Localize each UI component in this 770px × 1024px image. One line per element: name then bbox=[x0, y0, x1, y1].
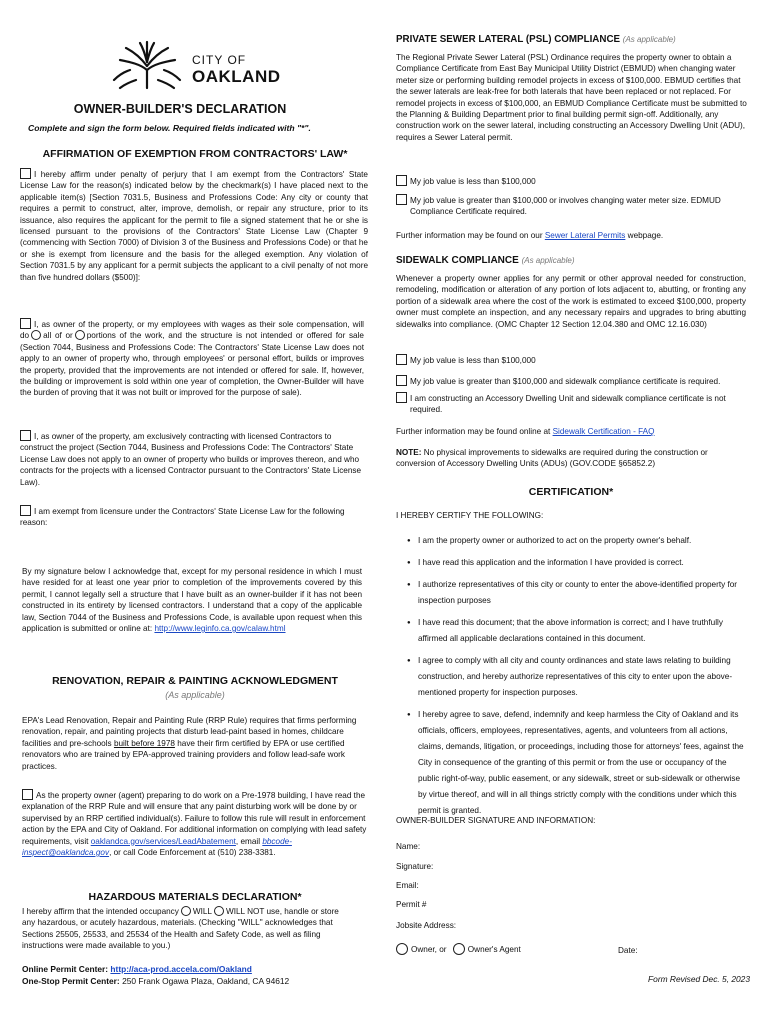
lead-abatement-link[interactable]: oaklandca.gov/services/LeadAbatement bbox=[90, 836, 236, 846]
signature-acknowledgment bbox=[22, 566, 362, 634]
affirmation-text: I hereby affirm under penalty of perjury that I am exempt from the Contractors' State License Law for the reason(s) indicated below by the checkmark(s) I have placed next to the applicable item(s) [Section 7031.5, Business and Professions Code: Any city or county that requires a permit to construct, alter, improve, demolish, or repair any structure, prior to its issuance, also requires the applicant for the permit to file a signed statement that he or she is licensed pursuant to the provisions of the Contractors' State License Law (Chapter 9 (commencing with Section 7000) of Division 3 of the Business and Professions Code) or that he or she is exempt from licensure and the basis for the alleged exemption. Any violation of Section 7031.5 by any applicant for a permit subjects the applicant to a civil penalty of not more than five hundred dollars ($500)]: bbox=[20, 170, 368, 282]
will-not-radio[interactable] bbox=[214, 906, 224, 916]
name-field[interactable] bbox=[430, 838, 750, 852]
all-of-radio[interactable] bbox=[31, 330, 41, 340]
online-permit-center bbox=[22, 964, 362, 975]
form-revised: Form Revised Dec. 5, 2023 bbox=[648, 974, 750, 984]
jobsite-label: Jobsite Address: bbox=[396, 921, 457, 930]
sidewalk-option-2-label: My job value is greater than $100,000 and sidewalk compliance certificate is required. bbox=[410, 377, 721, 386]
psl-option-1-checkbox[interactable] bbox=[396, 175, 407, 186]
sidewalk-text: Whenever a property owner applies for any permit or other approval needed for construction, remodeling, modification or alteration of any portion of lots adjacent to, abutting, or fronting any portion of a sidewalk area where the cost of the work is estimated to exceed $100,000, property owner must complete an inspection, and any necessary repairs and upgrades to bring abutting sidewalks into compliance. (OMC Chapter 12 Section 12.04.380 and OMC 12.16.030) bbox=[396, 274, 746, 329]
owner-contracting-block bbox=[20, 430, 366, 488]
agent-checkbox[interactable] bbox=[22, 789, 33, 800]
owners-agent-label: Owner's Agent bbox=[467, 945, 521, 954]
sidewalk-option-1-checkbox[interactable] bbox=[396, 354, 407, 365]
date-label: Date: bbox=[618, 946, 638, 955]
certification-list bbox=[396, 533, 748, 819]
rrp-text-a: EPA's Lead Renovation, Repair and Painting Rule (RRP Rule) requires that firms performing renovation, repair, and painting projects that disturb lead-paint based in homes, childcare facilities and pre-schools bbox=[22, 716, 357, 748]
owner-builder-block bbox=[20, 318, 364, 399]
rrp-text-underlined: built before 1978 bbox=[113, 738, 175, 748]
psl-more-text-b: webpage. bbox=[627, 231, 664, 240]
leginfo-link[interactable]: http://www.leginfo.ca.gov/calaw.html bbox=[154, 624, 286, 634]
certification-item: ● I authorize representatives of this city or county to enter the above-identified property for inspection purposes bbox=[418, 577, 748, 609]
owner-contracting-checkbox[interactable] bbox=[20, 430, 31, 441]
sidewalk-note-text: No physical improvements to sidewalks are required during the construction or conversion of Accessory Dwelling Units (ADUs) (GOV.CODE §65852.2) bbox=[396, 448, 708, 469]
psl-option-2-label: My job value is greater than $100,000 or involves changing water meter size. EDMUD Compliance Certificate required. bbox=[410, 196, 721, 217]
owner-label: Owner, or bbox=[411, 945, 447, 954]
psl-more-info bbox=[396, 230, 752, 241]
sidewalk-option-2 bbox=[396, 375, 752, 387]
psl-heading-text: PRIVATE SEWER LATERAL (PSL) COMPLIANCE bbox=[396, 34, 621, 45]
agent-block bbox=[22, 789, 368, 858]
sidewalk-more-text: Further information may be found online at bbox=[396, 427, 551, 436]
sidewalk-option-1-label: My job value is less than $100,000 bbox=[410, 356, 536, 365]
sidewalk-note-label: NOTE: bbox=[396, 448, 422, 457]
permit-field[interactable] bbox=[436, 896, 750, 910]
psl-option-1 bbox=[396, 175, 752, 187]
rrp-heading: RENOVATION, REPAIR & PAINTING ACKNOWLEDGMENT bbox=[52, 675, 338, 687]
name-label: Name: bbox=[396, 842, 421, 851]
form-subtitle: Complete and sign the form below. Required fields indicated with "*". bbox=[28, 123, 311, 133]
one-stop-address: 250 Frank Ogawa Plaza, Oakland, CA 94612 bbox=[122, 976, 290, 986]
certification-item: ● I hereby agree to save, defend, indemnify and keep harmless the City of Oakland and its officials, officers, employees, representatives, agents, and volunteers from all actions, claims, demands, litigation, or proceedings, including those for attorneys' fees, against the City in consequence of the granting of this permit or from the use or occupancy of the public right-of-way, public easement, or any sidewalk, street or sub-sidewalk or otherwise by virtue thereof, and will in all things strictly comply with the conditions under which this permit is granted. bbox=[418, 707, 748, 819]
agent-text-end: , or call Code Enforcement at (510) 238-3381. bbox=[109, 848, 276, 858]
certification-heading: CERTIFICATION* bbox=[528, 486, 614, 498]
rrp-text-b: have their firm certified by EPA or use certified renovators who are trained by EPA-approved training providers and follow lead-safe work practices. bbox=[22, 738, 345, 771]
psl-subheading: (As applicable) bbox=[622, 35, 676, 44]
email-field[interactable] bbox=[426, 877, 750, 891]
signature-acknowledgment-text: By my signature below I acknowledge that, except for my personal residence in which I must have resided for at least one year prior to completion of the improvements covered by this permit, I cannot legally sell a structure that I have built as an owner-builder if it has not been constructed in its entirety by licensed contractors. I understand that a copy of the applicable law, Section 7044 of the Business and Professions Code, is available upon request when this application is submitted or online at: bbox=[22, 567, 362, 634]
agent-text-mid: , email bbox=[235, 836, 261, 846]
sidewalk-heading bbox=[396, 255, 752, 266]
agent-text: As the property owner (agent) preparing to do work on a Pre-1978 building, I have read the explanation of the RRP Rule and will ensure that any paint disturbing work will be done by or supervised by an RRP certified individual(s). Failure to follow this rule will result in enforcement action by the EPA and City of Oakland. For additional information on complying with lead safety requirements, visit bbox=[22, 791, 367, 846]
hazardous-text-b: WILL NOT use, handle or store any hazardous, or acutely hazardous, materials. (Checking "WILL" acknowledges that Sections 25505, 25533, and 25534 of the Health and Safety Code, as well as filing instructions were made available to you.) bbox=[22, 907, 339, 951]
exempt-other-checkbox[interactable] bbox=[20, 505, 31, 516]
signature-label: Signature: bbox=[396, 862, 434, 871]
sidewalk-subheading: (As applicable) bbox=[521, 256, 575, 265]
one-stop-center bbox=[22, 976, 362, 987]
rrp-subheading: (As applicable) bbox=[165, 690, 225, 700]
one-stop-label: One-Stop Permit Center: bbox=[22, 976, 120, 986]
affirmation-checkbox[interactable] bbox=[20, 168, 31, 179]
sewer-lateral-permits-link[interactable]: Sewer Lateral Permits bbox=[544, 231, 626, 240]
certification-item: ● I have read this document; that the above information is correct; and I have truthfully affirmed all applicable declarations contained in this document. bbox=[418, 615, 748, 647]
will-radio[interactable] bbox=[181, 906, 191, 916]
form-title: OWNER-BUILDER'S DECLARATION bbox=[73, 102, 287, 116]
certification-item: ● I agree to comply with all city and county ordinances and state laws relating to building construction, and hereby authorize representatives of this city to enter upon the above-mentioned property for inspection purposes. bbox=[418, 653, 748, 701]
owner-builder-checkbox[interactable] bbox=[20, 318, 31, 329]
sidewalk-option-3-checkbox[interactable] bbox=[396, 392, 407, 403]
sidewalk-note bbox=[396, 447, 746, 470]
logo-oakland: OAKLAND bbox=[192, 67, 281, 86]
certification-item: ● I have read this application and the information I have provided is correct. bbox=[418, 555, 748, 571]
exempt-other-text: I am exempt from licensure under the Contractors' State License Law for the following reason: bbox=[20, 507, 345, 528]
online-permit-label: Online Permit Center: bbox=[22, 964, 109, 974]
psl-heading bbox=[396, 34, 752, 45]
online-permit-link[interactable]: http://aca-prod.accela.com/Oakland bbox=[110, 964, 252, 974]
logo-city-of: CITY OF bbox=[192, 53, 247, 67]
certification-item: ● I am the property owner or authorized to act on the property owner's behalf. bbox=[418, 533, 748, 549]
psl-option-2 bbox=[396, 194, 750, 218]
jobsite-field[interactable] bbox=[466, 917, 750, 931]
owner-builder-text-c: portions of the work, and the structure is not intended or offered for sale (Section 7044, Business and Professions Code: The Contractors' State License Law does not apply to an owner of property who, through employees' or personal effort, builds or improves the property, provided that the improvements are not intended or offered for sale. If, however, the building or improvement is sold within one year of completion, the Owner-Builder will have the burden of proving that it was not built or improved for the purpose of sale). bbox=[20, 331, 364, 398]
hazardous-text-a: I hereby affirm that the intended occupancy bbox=[22, 907, 179, 916]
permit-label: Permit # bbox=[396, 900, 427, 909]
sidewalk-option-3-label: I am constructing an Accessory Dwelling Unit and sidewalk compliance certificate is not required. bbox=[410, 394, 726, 415]
owners-agent-radio[interactable] bbox=[453, 943, 465, 955]
sidewalk-heading-text: SIDEWALK COMPLIANCE bbox=[396, 255, 519, 266]
signature-field[interactable] bbox=[440, 858, 750, 872]
hazardous-heading: HAZARDOUS MATERIALS DECLARATION* bbox=[88, 891, 302, 903]
sidewalk-faq-link[interactable]: Sidewalk Certification - FAQ bbox=[552, 427, 655, 436]
psl-option-1-label: My job value is less than $100,000 bbox=[410, 177, 536, 186]
exempt-other-block bbox=[20, 505, 350, 529]
affirmation-heading: AFFIRMATION OF EXEMPTION FROM CONTRACTORS' LAW* bbox=[42, 148, 348, 160]
certification-intro: I HEREBY CERTIFY THE FOLLOWING: bbox=[396, 511, 544, 520]
portions-radio[interactable] bbox=[75, 330, 85, 340]
signature-heading: OWNER-BUILDER SIGNATURE AND INFORMATION: bbox=[396, 816, 596, 825]
owner-contracting-text: I, as owner of the property, am exclusively contracting with licensed Contractors to construct the project (Section 7044, Business and Professions Code: The Contractors' State License Law does not apply to an owner of property who builds or improves thereon, and who contracts for the projects with a licensed Contractor pursuant to the Contractors' State License Law). bbox=[20, 432, 362, 487]
inspect-email-link[interactable]: bbcode-inspect@oaklandca.gov bbox=[22, 836, 292, 858]
will-label: WILL bbox=[192, 907, 212, 916]
sidewalk-option-1 bbox=[396, 354, 752, 366]
psl-option-2-checkbox[interactable] bbox=[396, 194, 407, 205]
date-field[interactable] bbox=[645, 942, 750, 956]
owner-builder-text-a: I, as owner of the property, or my employees with wages as their sole compensation, will do bbox=[20, 320, 364, 341]
owner-radio[interactable] bbox=[396, 943, 408, 955]
psl-more-text-a: Further information may be found on our bbox=[396, 231, 543, 240]
sidewalk-more-info bbox=[396, 426, 752, 437]
email-label: Email: bbox=[396, 881, 419, 890]
rrp-text bbox=[22, 715, 362, 772]
city-logo bbox=[110, 40, 310, 90]
sidewalk-option-2-checkbox[interactable] bbox=[396, 375, 407, 386]
psl-text: The Regional Private Sewer Lateral (PSL) Ordinance requires the property owner to obtain a Compliance Certificate from East Bay Municipal Utility District (EBMUD) when changing water meter size or performing building remodel projects in excess of $100,000. EBMUD certifies that the sewer laterals are leak-free for both laterals that have been replaced or not replaced. For remodel projects in excess of $100,000, an EBMUD Compliance Certificate must be submitted to the Planning & Building Department prior to final building permit sign-off. Additionally, any construction work on the sewer lateral, including constructing an Accessory Dwelling Unit (ADU), requires a Sewer Lateral permit. bbox=[396, 53, 747, 142]
affirmation-block bbox=[20, 168, 368, 283]
owner-builder-text-b: all of or bbox=[43, 331, 73, 341]
oak-tree-icon bbox=[110, 40, 185, 90]
hazardous-block bbox=[22, 906, 352, 952]
sidewalk-option-3 bbox=[396, 392, 760, 416]
